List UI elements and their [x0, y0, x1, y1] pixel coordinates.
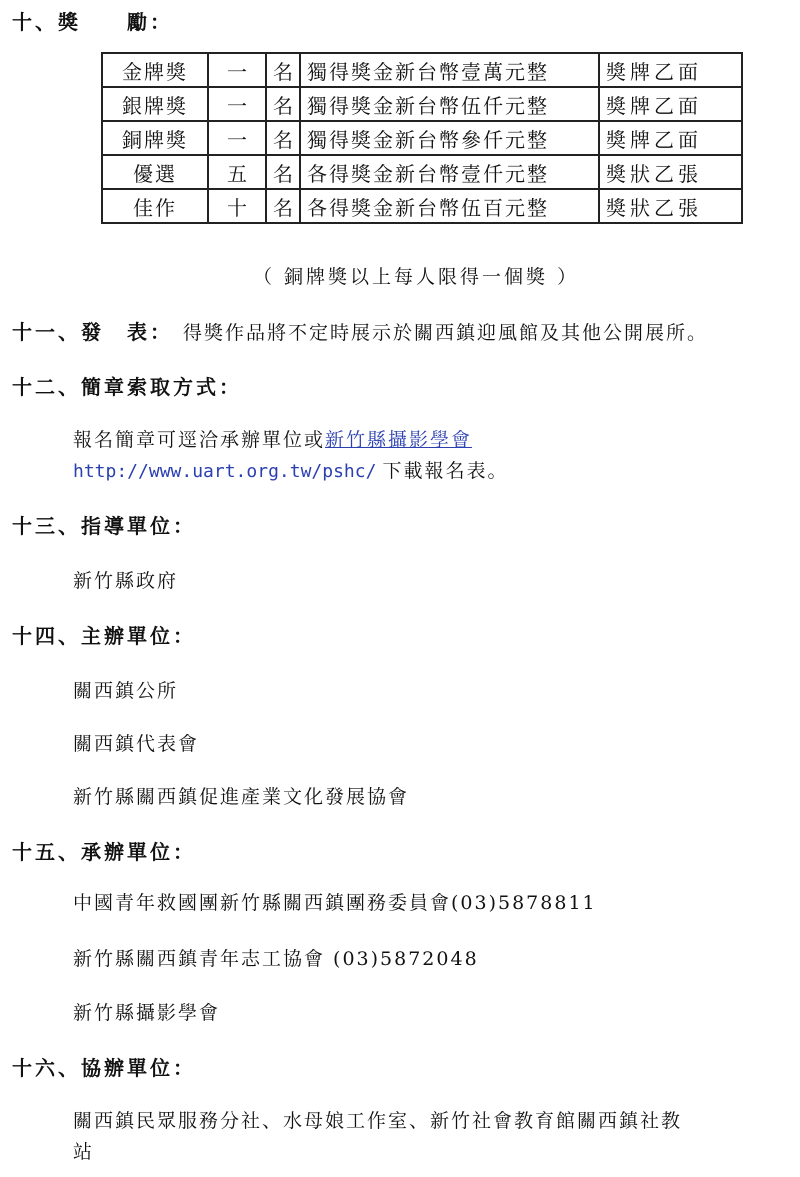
award-name: 銅牌獎: [102, 121, 208, 155]
award-count: 一: [208, 87, 266, 121]
society-link[interactable]: 新竹縣攝影學會: [325, 429, 473, 451]
table-row: [102, 189, 742, 223]
award-name: 佳作: [102, 189, 208, 223]
table-row: [102, 155, 742, 189]
award-name: 優選: [102, 155, 208, 189]
organizer-item: 關西鎮公所: [73, 680, 179, 702]
table-row: [102, 121, 742, 155]
award-count: 一: [208, 121, 266, 155]
award-item: 獎牌乙面: [599, 121, 742, 155]
section-12-heading: 十二、簡章索取方式：: [12, 375, 242, 399]
award-prize: 獨得獎金新台幣伍仟元整: [300, 87, 599, 121]
award-item: 獎狀乙張: [599, 189, 742, 223]
award-prize: 各得獎金新台幣伍百元整: [300, 189, 599, 223]
award-item: 獎牌乙面: [599, 53, 742, 87]
section-13-heading: 十三、指導單位：: [12, 514, 196, 538]
advisor-item: 新竹縣政府: [73, 570, 179, 592]
award-count: 十: [208, 189, 266, 223]
section-11-heading: 十一、發 表：: [12, 320, 173, 344]
section-14-heading: 十四、主辦單位：: [12, 624, 196, 648]
award-prize: 各得獎金新台幣壹仟元整: [300, 155, 599, 189]
award-count: 五: [208, 155, 266, 189]
awards-table: [101, 52, 743, 224]
organizer-item: 關西鎮代表會: [73, 733, 200, 755]
brochure-line-2: [73, 456, 509, 483]
award-prize: 獨得獎金新台幣壹萬元整: [300, 53, 599, 87]
co-organizer-line-1: 關西鎮民眾服務分社、水母娘工作室、新竹社會教育館關西鎮社教: [73, 1110, 683, 1132]
table-row: [102, 53, 742, 87]
executor-item: 中國青年救國團新竹縣關西鎮團務委員會(03)5878811: [73, 892, 597, 914]
awards-note: （ 銅牌獎以上每人限得一個獎 ）: [253, 266, 580, 288]
co-organizer-line-2: 站: [73, 1141, 95, 1163]
award-unit: 名: [266, 121, 300, 155]
award-unit: 名: [266, 189, 300, 223]
award-item: 獎狀乙張: [599, 155, 742, 189]
award-unit: 名: [266, 155, 300, 189]
brochure-prefix: 報名簡章可逕洽承辦單位或: [73, 429, 326, 451]
exhibition-text: 得獎作品將不定時展示於關西鎮迎風館及其他公開展所。: [182, 322, 708, 344]
download-url-link[interactable]: http://www.uart.org.tw/pshc/: [73, 461, 377, 482]
organizer-item: 新竹縣關西鎮促進產業文化發展協會: [73, 786, 410, 808]
award-item: 獎牌乙面: [599, 87, 742, 121]
award-name: 銀牌獎: [102, 87, 208, 121]
award-unit: 名: [266, 87, 300, 121]
section-10-heading: 十、獎 勵：: [12, 10, 173, 34]
executor-item: 新竹縣攝影學會: [73, 1002, 221, 1024]
award-count: 一: [208, 53, 266, 87]
executor-item: 新竹縣關西鎮青年志工協會 (03)5872048: [73, 948, 479, 970]
award-prize: 獨得獎金新台幣參仟元整: [300, 121, 599, 155]
table-row: [102, 87, 742, 121]
section-16-heading: 十六、協辦單位：: [12, 1056, 196, 1080]
brochure-line-1: [73, 425, 472, 452]
award-name: 金牌獎: [102, 53, 208, 87]
award-unit: 名: [266, 53, 300, 87]
download-suffix: 下載報名表。: [382, 460, 509, 482]
section-11-row: [12, 316, 708, 345]
section-15-heading: 十五、承辦單位：: [12, 840, 196, 864]
